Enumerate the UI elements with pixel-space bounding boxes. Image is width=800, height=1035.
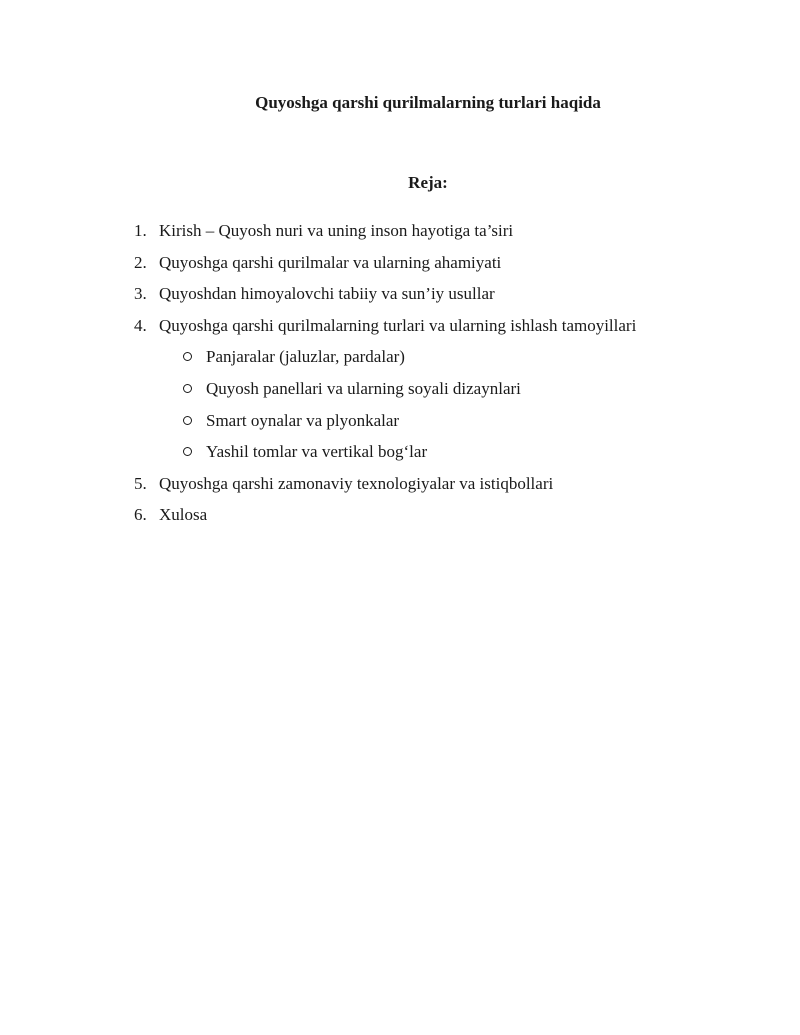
hollow-circle-bullet-icon [183,416,192,425]
plan-heading: Reja: [408,173,448,192]
plan-subitem-text: Quyosh panellari va ularning soyali dizaynlari [206,378,521,398]
plan-subitem-text: Smart oynalar va plyonkalar [206,410,400,430]
plan-item-6 [0,504,800,536]
plan-subitem-1 [0,346,800,378]
plan-item-number: 6. [134,505,147,525]
plan-subitem-3 [0,410,800,442]
plan-item-number: 2. [134,252,147,272]
plan-list [0,220,800,536]
plan-subitem-text: Panjaralar (jaluzlar, pardalar) [206,347,405,367]
plan-item-number: 5. [134,473,147,493]
plan-item-number: 1. [134,221,147,240]
hollow-circle-bullet-icon [183,352,192,361]
plan-item-5 [0,473,800,505]
plan-item-4 [0,315,800,347]
plan-item-text: Quyoshga qarshi zamonaviy texnologiyalar va istiqbollari [159,473,554,493]
plan-subitem-text: Yashil tomlar va vertikal bog‘lar [206,442,428,462]
plan-item-number: 4. [134,315,147,335]
plan-item-2 [0,252,800,284]
plan-subitem-2 [0,378,800,410]
plan-item-text: Quyoshga qarshi qurilmalar va ularning ahamiyati [159,252,502,272]
plan-item-text: Quyoshga qarshi qurilmalarning turlari va ularning ishlash tamoyillari [159,315,637,335]
document-title: Quyoshga qarshi qurilmalarning turlari haqida [255,93,601,112]
plan-item-text: Xulosa [159,505,208,525]
plan-item-3 [0,283,800,315]
hollow-circle-bullet-icon [183,447,192,456]
plan-subitem-4 [0,441,800,473]
plan-item-text: Kirish – Quyosh nuri va uning inson hayotiga ta’siri [159,221,514,240]
plan-item-1 [0,220,800,252]
hollow-circle-bullet-icon [183,384,192,393]
plan-item-text: Quyoshdan himoyalovchi tabiiy va sun’iy usullar [159,284,495,304]
plan-item-number: 3. [134,284,147,304]
